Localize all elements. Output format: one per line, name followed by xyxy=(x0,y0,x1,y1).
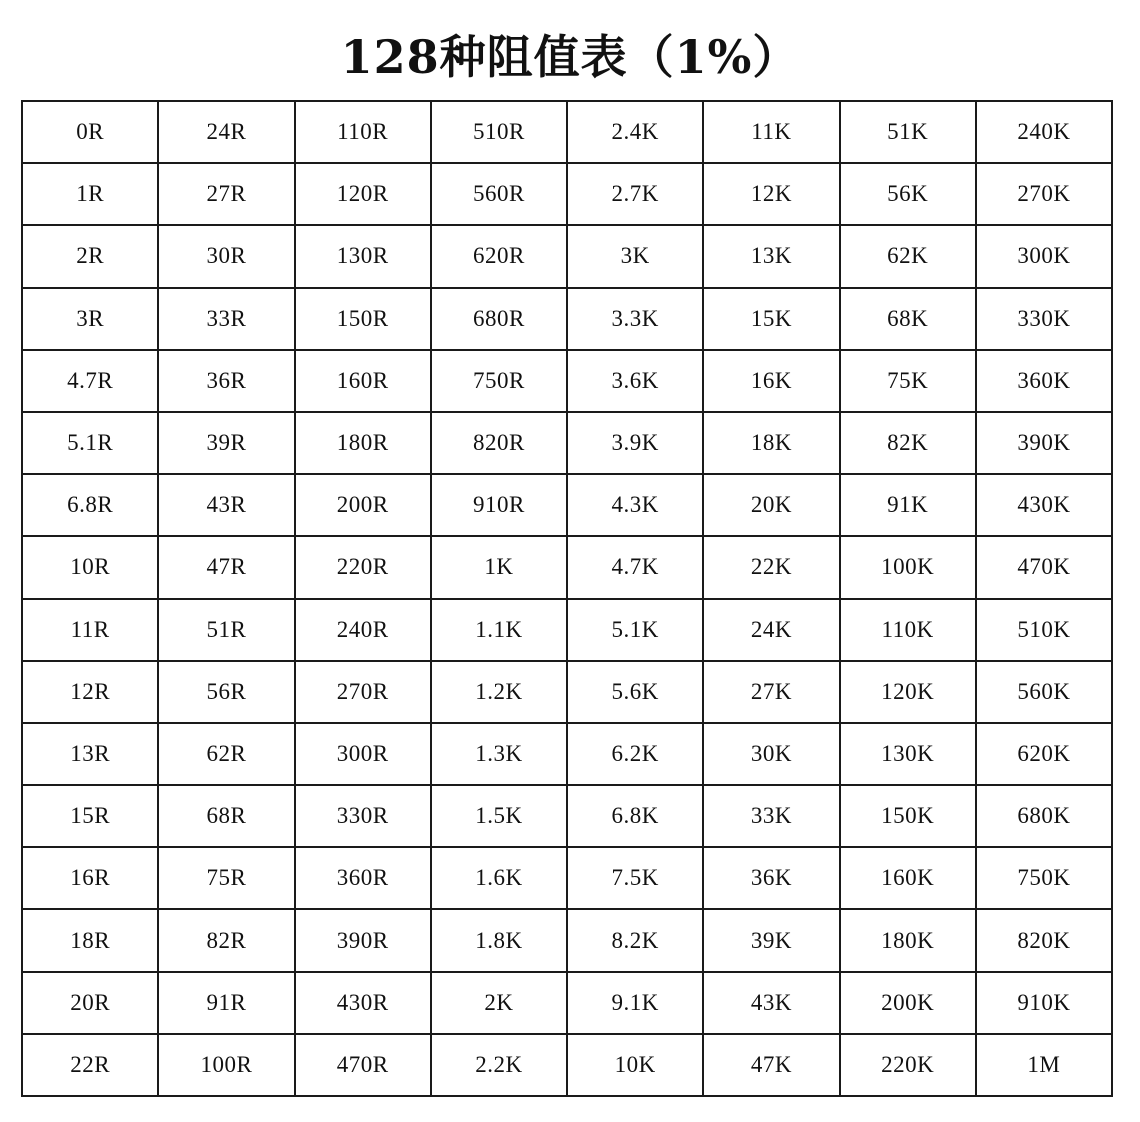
table-cell: 6.8R xyxy=(22,474,158,536)
table-row xyxy=(22,474,1112,536)
table-cell: 8.2K xyxy=(567,909,703,971)
table-cell: 1.1K xyxy=(431,599,567,661)
table-cell: 7.5K xyxy=(567,847,703,909)
table-cell: 0R xyxy=(22,101,158,163)
table-cell: 13R xyxy=(22,723,158,785)
table-cell: 20K xyxy=(703,474,839,536)
table-cell: 56R xyxy=(158,661,294,723)
table-cell: 30K xyxy=(703,723,839,785)
table-row xyxy=(22,101,1112,163)
table-cell: 6.8K xyxy=(567,785,703,847)
table-cell: 1R xyxy=(22,163,158,225)
table-cell: 110K xyxy=(840,599,976,661)
table-cell: 15K xyxy=(703,288,839,350)
table-row xyxy=(22,847,1112,909)
table-cell: 36K xyxy=(703,847,839,909)
table-cell: 510R xyxy=(431,101,567,163)
table-cell: 15R xyxy=(22,785,158,847)
table-cell: 18R xyxy=(22,909,158,971)
table-cell: 82K xyxy=(840,412,976,474)
table-cell: 18K xyxy=(703,412,839,474)
table-cell: 43R xyxy=(158,474,294,536)
table-cell: 750K xyxy=(976,847,1112,909)
table-cell: 9.1K xyxy=(567,972,703,1034)
table-cell: 12R xyxy=(22,661,158,723)
table-cell: 2R xyxy=(22,225,158,287)
table-cell: 22R xyxy=(22,1034,158,1096)
table-cell: 24K xyxy=(703,599,839,661)
table-cell: 5.1K xyxy=(567,599,703,661)
table-cell: 33R xyxy=(158,288,294,350)
table-cell: 180K xyxy=(840,909,976,971)
table-cell: 150R xyxy=(295,288,431,350)
table-cell: 4.7R xyxy=(22,350,158,412)
table-cell: 100R xyxy=(158,1034,294,1096)
table-cell: 100K xyxy=(840,536,976,598)
table-cell: 130R xyxy=(295,225,431,287)
table-cell: 3R xyxy=(22,288,158,350)
table-row xyxy=(22,350,1112,412)
table-cell: 30R xyxy=(158,225,294,287)
table-cell: 360K xyxy=(976,350,1112,412)
table-cell: 750R xyxy=(431,350,567,412)
table-cell: 470K xyxy=(976,536,1112,598)
table-cell: 47K xyxy=(703,1034,839,1096)
table-row xyxy=(22,661,1112,723)
table-cell: 1.3K xyxy=(431,723,567,785)
table-cell: 75R xyxy=(158,847,294,909)
table-cell: 330R xyxy=(295,785,431,847)
page-title: 128种阻值表（1%） xyxy=(340,30,800,84)
table-cell: 91R xyxy=(158,972,294,1034)
table-cell: 27K xyxy=(703,661,839,723)
table-cell: 3.9K xyxy=(567,412,703,474)
table-cell: 2.2K xyxy=(431,1034,567,1096)
table-row xyxy=(22,412,1112,474)
table-cell: 39K xyxy=(703,909,839,971)
table-cell: 560K xyxy=(976,661,1112,723)
table-cell: 820K xyxy=(976,909,1112,971)
table-cell: 68K xyxy=(840,288,976,350)
table-row xyxy=(22,723,1112,785)
table-cell: 510K xyxy=(976,599,1112,661)
table-cell: 430R xyxy=(295,972,431,1034)
table-cell: 130K xyxy=(840,723,976,785)
table-cell: 180R xyxy=(295,412,431,474)
table-cell: 120R xyxy=(295,163,431,225)
table-cell: 43K xyxy=(703,972,839,1034)
table-cell: 240K xyxy=(976,101,1112,163)
table-cell: 16K xyxy=(703,350,839,412)
table-cell: 1.6K xyxy=(431,847,567,909)
table-row xyxy=(22,599,1112,661)
table-cell: 160R xyxy=(295,350,431,412)
table-cell: 16R xyxy=(22,847,158,909)
table-cell: 620R xyxy=(431,225,567,287)
table-cell: 430K xyxy=(976,474,1112,536)
table-cell: 390R xyxy=(295,909,431,971)
table-cell: 160K xyxy=(840,847,976,909)
table-row xyxy=(22,972,1112,1034)
table-cell: 5.1R xyxy=(22,412,158,474)
table-cell: 270K xyxy=(976,163,1112,225)
table-cell: 3.6K xyxy=(567,350,703,412)
table-cell: 56K xyxy=(840,163,976,225)
table-cell: 680K xyxy=(976,785,1112,847)
table-cell: 300K xyxy=(976,225,1112,287)
table-cell: 1.5K xyxy=(431,785,567,847)
table-cell: 820R xyxy=(431,412,567,474)
table-cell: 360R xyxy=(295,847,431,909)
table-cell: 620K xyxy=(976,723,1112,785)
table-row xyxy=(22,1034,1112,1096)
table-cell: 200R xyxy=(295,474,431,536)
table-cell: 240R xyxy=(295,599,431,661)
table-cell: 24R xyxy=(158,101,294,163)
table-cell: 390K xyxy=(976,412,1112,474)
table-cell: 22K xyxy=(703,536,839,598)
table-cell: 1M xyxy=(976,1034,1112,1096)
table-cell: 2K xyxy=(431,972,567,1034)
table-cell: 75K xyxy=(840,350,976,412)
table-cell: 910R xyxy=(431,474,567,536)
table-cell: 470R xyxy=(295,1034,431,1096)
table-cell: 62K xyxy=(840,225,976,287)
table-cell: 120K xyxy=(840,661,976,723)
table-cell: 150K xyxy=(840,785,976,847)
table-cell: 36R xyxy=(158,350,294,412)
table-cell: 11K xyxy=(703,101,839,163)
table-cell: 330K xyxy=(976,288,1112,350)
table-cell: 39R xyxy=(158,412,294,474)
table-row xyxy=(22,288,1112,350)
table-cell: 1.2K xyxy=(431,661,567,723)
table-cell: 4.3K xyxy=(567,474,703,536)
table-cell: 200K xyxy=(840,972,976,1034)
table-cell: 12K xyxy=(703,163,839,225)
table-cell: 4.7K xyxy=(567,536,703,598)
table-cell: 1.8K xyxy=(431,909,567,971)
table-cell: 2.4K xyxy=(567,101,703,163)
table-cell: 62R xyxy=(158,723,294,785)
table-cell: 2.7K xyxy=(567,163,703,225)
table-cell: 220R xyxy=(295,536,431,598)
table-cell: 51K xyxy=(840,101,976,163)
table-row xyxy=(22,225,1112,287)
table-cell: 27R xyxy=(158,163,294,225)
table-cell: 3K xyxy=(567,225,703,287)
table-cell: 82R xyxy=(158,909,294,971)
table-row xyxy=(22,909,1112,971)
table-cell: 5.6K xyxy=(567,661,703,723)
table-cell: 910K xyxy=(976,972,1112,1034)
table-cell: 560R xyxy=(431,163,567,225)
table-cell: 3.3K xyxy=(567,288,703,350)
table-row xyxy=(22,163,1112,225)
table-cell: 91K xyxy=(840,474,976,536)
table-cell: 51R xyxy=(158,599,294,661)
table-cell: 47R xyxy=(158,536,294,598)
table-cell: 680R xyxy=(431,288,567,350)
table-cell: 220K xyxy=(840,1034,976,1096)
table-body xyxy=(22,101,1112,1096)
table-cell: 11R xyxy=(22,599,158,661)
table-cell: 20R xyxy=(22,972,158,1034)
table-cell: 10R xyxy=(22,536,158,598)
table-cell: 33K xyxy=(703,785,839,847)
table-cell: 1K xyxy=(431,536,567,598)
table-cell: 68R xyxy=(158,785,294,847)
resistor-value-table xyxy=(21,100,1113,1097)
table-row xyxy=(22,536,1112,598)
table-cell: 10K xyxy=(567,1034,703,1096)
table-cell: 270R xyxy=(295,661,431,723)
table-cell: 110R xyxy=(295,101,431,163)
table-cell: 300R xyxy=(295,723,431,785)
table-cell: 13K xyxy=(703,225,839,287)
table-cell: 6.2K xyxy=(567,723,703,785)
table-row xyxy=(22,785,1112,847)
